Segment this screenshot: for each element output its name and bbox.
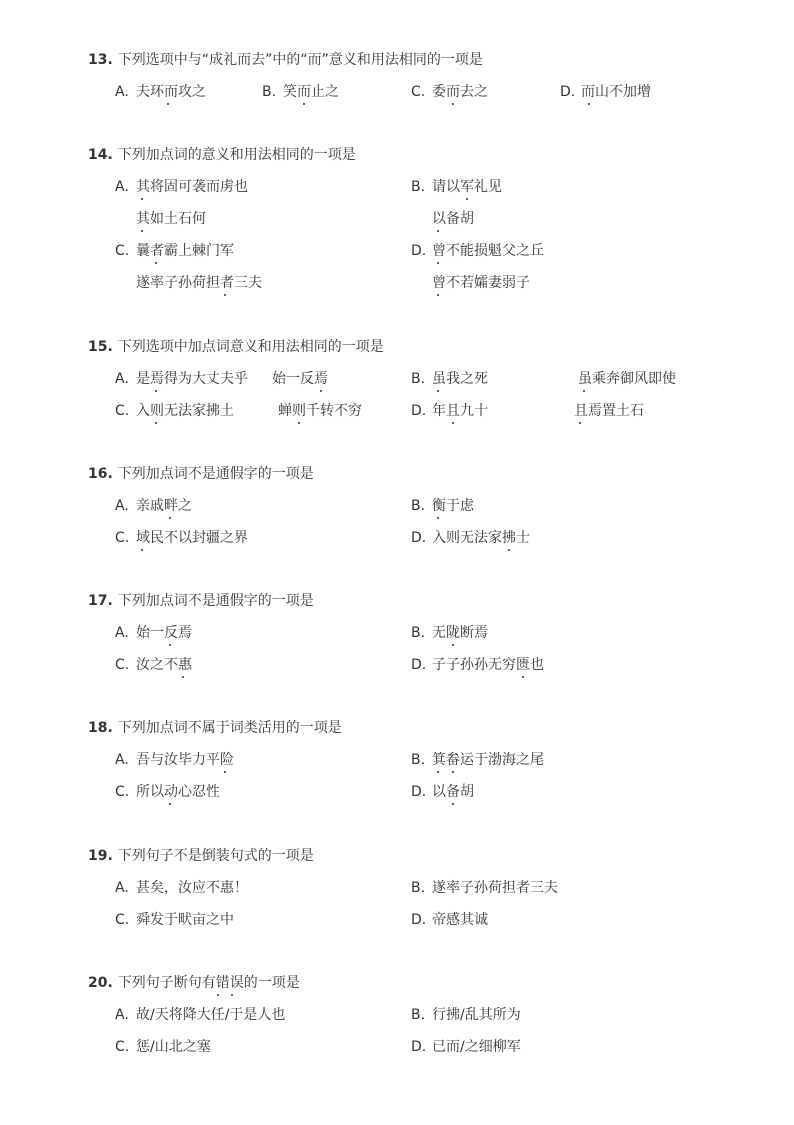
emphasis-dot [169, 644, 171, 646]
option-text: 箕畚运于渤海之尾 [432, 752, 544, 768]
option-text: 帝感其诚 [432, 912, 488, 928]
option-text: 入则无法家拂土 [136, 403, 234, 419]
option-text: 故/天将降大任/于是人也 [136, 1007, 286, 1023]
option-c[interactable] [115, 528, 248, 548]
option-c[interactable] [115, 401, 234, 421]
option-text: 遂率子孙荷担者三夫 [432, 880, 558, 896]
option-letter: D. [411, 530, 427, 546]
option-letter: C. [115, 657, 130, 673]
option-c[interactable] [115, 241, 234, 261]
question-number: 18. [88, 720, 113, 736]
option-b-line-2 [432, 209, 474, 229]
option-text: 所以动心忍性 [136, 784, 220, 800]
emphasis-dot [231, 994, 233, 996]
option-text: 始一反焉 [136, 625, 192, 641]
question-stem [88, 464, 314, 484]
question-stem [88, 145, 356, 165]
option-a[interactable] [115, 369, 248, 389]
option-c[interactable] [115, 1037, 211, 1057]
option-text: 虽我之死 [432, 371, 488, 387]
option-d[interactable] [411, 528, 530, 548]
emphasis-dot [155, 390, 157, 392]
option-text: 以备胡 [432, 211, 474, 227]
option-d[interactable] [411, 782, 474, 802]
emphasis-dot [320, 390, 322, 392]
option-c-part-2 [278, 401, 362, 421]
option-text: 衡于虑 [432, 498, 474, 514]
option-letter: C. [115, 530, 130, 546]
question-stem [88, 718, 342, 738]
option-text: 遂率子孙荷担者三夫 [136, 275, 262, 291]
question-text: 下列选项中加点词意义和用法相同的一项是 [117, 339, 384, 355]
option-letter: C. [115, 912, 130, 928]
emphasis-dot [217, 994, 219, 996]
emphasis-dot [141, 549, 143, 551]
emphasis-dot [224, 294, 226, 296]
question-stem [88, 973, 300, 993]
question-number: 16. [88, 466, 113, 482]
option-letter: B. [411, 625, 426, 641]
emphasis-dot [583, 390, 585, 392]
option-letter: A. [115, 752, 129, 768]
question-text: 下列选项中与“成礼而去”中的“而”意义和用法相同的一项是 [117, 52, 483, 68]
question-stem [88, 591, 314, 611]
emphasis-dot [169, 517, 171, 519]
option-text: 以备胡 [432, 784, 474, 800]
emphasis-dot [522, 676, 524, 678]
option-text: 委而去之 [432, 84, 488, 100]
option-a-line-2 [136, 209, 206, 229]
option-text: 曩者霸上棘门军 [136, 243, 234, 259]
option-text: 吾与汝毕力平险 [136, 752, 234, 768]
emphasis-dot [466, 198, 468, 200]
question-stem [88, 50, 483, 70]
option-letter: D. [411, 1039, 427, 1055]
option-letter: D. [411, 243, 427, 259]
option-text: 而山不加增 [581, 84, 651, 100]
option-letter: C. [115, 784, 130, 800]
emphasis-dot [579, 422, 581, 424]
option-letter: A. [115, 1007, 129, 1023]
emphasis-dot [141, 198, 143, 200]
option-text: 行拂/乱其所为 [432, 1007, 521, 1023]
emphasis-dot [437, 517, 439, 519]
option-text: 请以军礼见 [432, 179, 502, 195]
question-number: 17. [88, 593, 113, 609]
option-text: 域民不以封疆之界 [136, 530, 248, 546]
option-c[interactable] [115, 782, 220, 802]
option-d-part-2 [574, 401, 644, 421]
option-text: 舜发于畎亩之中 [136, 912, 234, 928]
option-text: 蝉则千转不穷 [278, 403, 362, 419]
emphasis-dot [167, 103, 169, 105]
option-b[interactable] [262, 82, 339, 102]
question-stem [88, 846, 314, 866]
emphasis-dot [437, 294, 439, 296]
emphasis-dot [508, 549, 510, 551]
option-c-line-2 [136, 273, 262, 293]
option-letter: A. [115, 880, 129, 896]
emphasis-dot [437, 390, 439, 392]
option-letter: A. [115, 179, 129, 195]
question-number: 15. [88, 339, 113, 355]
emphasis-dot [437, 771, 439, 773]
option-d[interactable] [560, 82, 651, 102]
option-letter: D. [411, 657, 427, 673]
option-b[interactable] [411, 177, 502, 197]
option-a[interactable] [115, 82, 206, 102]
emphasis-dot [437, 262, 439, 264]
option-a[interactable] [115, 1005, 285, 1025]
option-text: 始一反焉 [272, 371, 328, 387]
option-letter: A. [115, 625, 129, 641]
option-b[interactable] [411, 496, 474, 516]
question-text: 下列加点词不是通假字的一项是 [117, 593, 314, 609]
emphasis-dot [141, 230, 143, 232]
option-d[interactable] [411, 655, 544, 675]
option-a-part-2 [272, 369, 328, 389]
question-text: 下列加点词不是通假字的一项是 [117, 466, 314, 482]
emphasis-dot [452, 644, 454, 646]
emphasis-dot [224, 771, 226, 773]
option-b[interactable] [411, 878, 558, 898]
option-letter: C. [115, 403, 130, 419]
option-b[interactable] [411, 369, 488, 389]
option-letter: B. [262, 84, 277, 100]
option-text: 甚矣，汝应不惠！ [136, 880, 248, 896]
option-text: 曾不若孀妻弱子 [432, 275, 530, 291]
option-c[interactable] [411, 82, 488, 102]
option-letter: B. [411, 880, 426, 896]
option-text: 汝之不惠 [136, 657, 192, 673]
option-letter: C. [115, 1039, 130, 1055]
emphasis-dot [303, 103, 305, 105]
option-c[interactable] [115, 655, 192, 675]
question-stem [88, 337, 384, 357]
option-text: 亲戚畔之 [136, 498, 192, 514]
question-text: 下列加点词的意义和用法相同的一项是 [117, 147, 356, 163]
option-letter: D. [411, 403, 427, 419]
option-text: 无陇断焉 [432, 625, 488, 641]
question-text: 下列加点词不属于词类活用的一项是 [117, 720, 342, 736]
option-letter: B. [411, 498, 426, 514]
question-text: 下列句子不是倒装句式的一项是 [117, 848, 314, 864]
emphasis-dot [588, 103, 590, 105]
option-text: 虽乘奔御风即使 [578, 371, 676, 387]
option-text: 其如土石何 [136, 211, 206, 227]
option-letter: B. [411, 1007, 426, 1023]
option-a[interactable] [115, 623, 192, 643]
option-a[interactable] [115, 878, 248, 898]
question-text: 下列句子断句有错误的一项是 [117, 975, 300, 991]
option-text: 曾不能损魁父之丘 [432, 243, 544, 259]
question-number: 20. [88, 975, 113, 991]
option-letter: A. [115, 498, 129, 514]
option-letter: A. [115, 371, 129, 387]
option-d-line-2 [432, 273, 530, 293]
option-letter: D. [411, 784, 427, 800]
option-text: 年且九十 [432, 403, 488, 419]
emphasis-dot [452, 422, 454, 424]
option-d[interactable] [411, 401, 488, 421]
option-text: 夫环而攻之 [136, 84, 206, 100]
option-letter: C. [115, 243, 130, 259]
option-text: 惩/山北之塞 [136, 1039, 211, 1055]
option-b[interactable] [411, 623, 488, 643]
option-text: 已而/之细柳军 [432, 1039, 521, 1055]
option-a[interactable] [115, 496, 192, 516]
option-b[interactable] [411, 750, 544, 770]
option-d[interactable] [411, 910, 488, 930]
option-text: 入则无法家拂士 [432, 530, 530, 546]
option-a[interactable] [115, 177, 248, 197]
option-letter: B. [411, 371, 426, 387]
emphasis-dot [452, 103, 454, 105]
question-number: 14. [88, 147, 113, 163]
option-text: 是焉得为大丈夫乎 [136, 371, 248, 387]
option-text: 笑而止之 [283, 84, 339, 100]
option-c[interactable] [115, 910, 234, 930]
option-d[interactable] [411, 241, 544, 261]
option-text: 且焉置土石 [574, 403, 644, 419]
option-letter: D. [560, 84, 576, 100]
question-number: 13. [88, 52, 113, 68]
option-letter: B. [411, 752, 426, 768]
option-a[interactable] [115, 750, 234, 770]
question-number: 19. [88, 848, 113, 864]
option-d[interactable] [411, 1037, 521, 1057]
emphasis-dot [155, 262, 157, 264]
option-text: 其将固可袭而虏也 [136, 179, 248, 195]
emphasis-dot [298, 422, 300, 424]
emphasis-dot [155, 422, 157, 424]
option-letter: A. [115, 84, 129, 100]
option-text: 子子孙孙无穷匮也 [432, 657, 544, 673]
emphasis-dot [452, 803, 454, 805]
emphasis-dot [437, 230, 439, 232]
emphasis-dot [452, 771, 454, 773]
option-letter: C. [411, 84, 426, 100]
option-b[interactable] [411, 1005, 521, 1025]
option-letter: D. [411, 912, 427, 928]
emphasis-dot [169, 803, 171, 805]
emphasis-dot [182, 676, 184, 678]
option-letter: B. [411, 179, 426, 195]
option-b-part-2 [578, 369, 676, 389]
